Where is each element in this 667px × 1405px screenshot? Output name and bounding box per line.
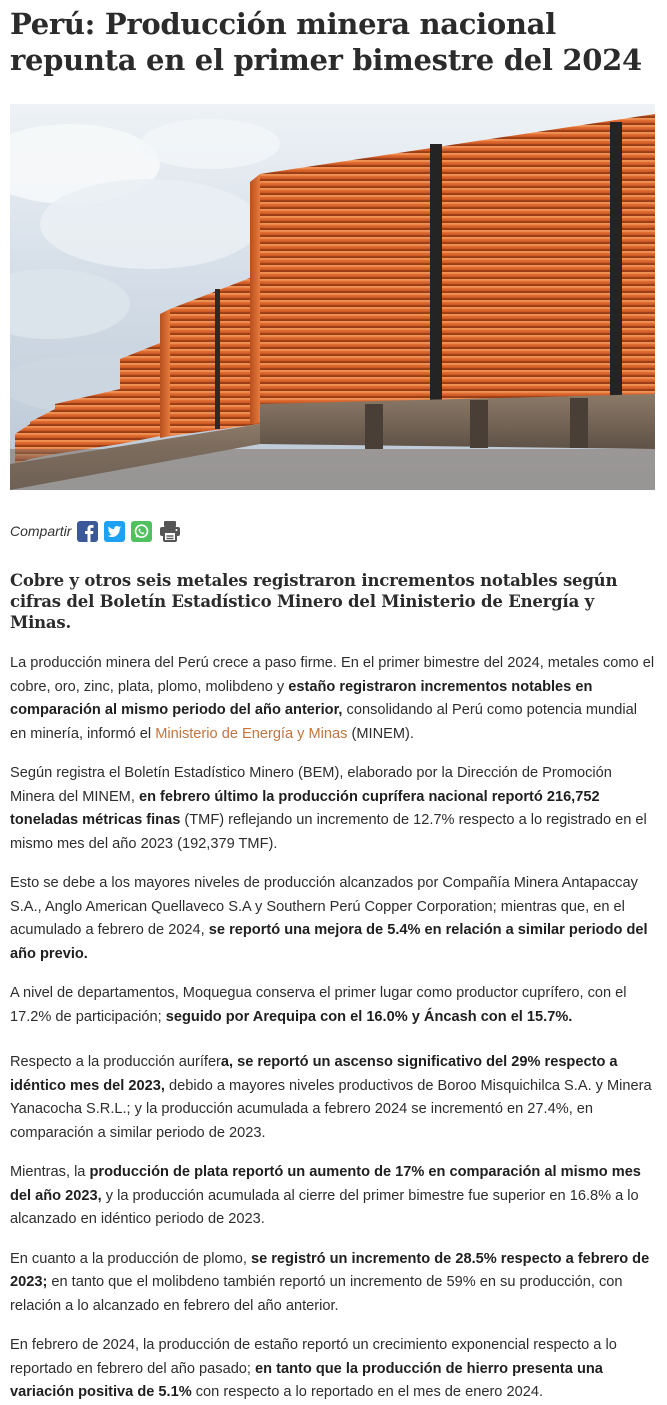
- paragraph-7: [10, 1248, 657, 1319]
- bold-text: producción de plata reportó un aumento de 17% en comparación al mismo mes del año 2023,: [10, 1164, 641, 1204]
- bold-text: seguido por Arequipa con el 16.0% y Áncash con el 15.7%.: [165, 1008, 573, 1025]
- text: y la producción acumulada al cierre del primer bimestre fue superior en 16.8% a lo alcanzado en idéntico periodo de 2023.: [10, 1187, 639, 1227]
- bold-text: estaño registraron incrementos notables en comparación al mismo periodo del año anterior,: [10, 678, 593, 718]
- text: consolidando al Perú como potencia mundial en minería, informó el: [10, 702, 637, 742]
- bold-text: se reportó una mejora de 5.4% en relación a similar periodo del año previo.: [10, 922, 648, 962]
- text: debido a mayores niveles productivos de Boroo Misquichilca S.A. y Minera Yanacocha S.R.L.; y la producción acumulada a febrero 2024 se incrementó en 27.4%, en comparación a similar periodo de 2023.: [10, 1077, 652, 1141]
- paragraph-1: [10, 652, 657, 746]
- paragraph-4: [10, 982, 657, 1029]
- print-icon[interactable]: [158, 521, 182, 542]
- bold-text: a, se reportó un ascenso significativo del 29% respecto a idéntico mes del 2023,: [10, 1054, 618, 1094]
- twitter-icon[interactable]: [104, 521, 125, 542]
- whatsapp-icon[interactable]: [131, 521, 152, 542]
- text: La producción minera del Perú crece a paso firme. En el primer bimestre del 2024, metales como el cobre, oro, zinc, plata, plomo, molibdeno y: [10, 655, 655, 695]
- article-subtitle: Cobre y otros seis metales registraron incrementos notables según cifras del Boletín Estadístico Minero del Ministerio de Energía y Minas.: [10, 571, 618, 632]
- minem-link[interactable]: Ministerio de Energía y Minas: [155, 725, 348, 742]
- text: A nivel de departamentos, Moquegua conserva el primer lugar como productor cuprífero, con el 17.2% de participación;: [10, 985, 627, 1025]
- share-bar: [10, 518, 657, 544]
- facebook-icon[interactable]: [77, 521, 98, 542]
- paragraph-8: [10, 1334, 657, 1405]
- article-title: Perú: Producción minera nacional repunta en el primer bimestre del 2024: [10, 7, 642, 77]
- text: Según registra el Boletín Estadístico Minero (BEM), elaborado por la Dirección de Promoción Minera del MINEM,: [10, 765, 612, 805]
- text: Mientras, la: [10, 1164, 90, 1180]
- bold-text: en febrero último la producción cuprífera nacional reportó 216,752 toneladas métricas finas: [10, 788, 600, 828]
- bold-text: en tanto que la producción de hierro presenta una variación positiva de 5.1%: [10, 1360, 603, 1400]
- text: en tanto que el molibdeno también reportó un incremento de 59% en su producción, con relación a lo alcanzado en febrero del año anterior.: [10, 1274, 623, 1314]
- paragraph-5: [10, 1051, 657, 1145]
- text: En cuanto a la producción de plomo,: [10, 1250, 251, 1267]
- text: Esto se debe a los mayores niveles de producción alcanzados por Compañía Minera Antapaccay S.A., Anglo American Quellaveco S.A y Southern Perú Copper Corporation; mientras que, en el acumulado a febrero de 2024,: [10, 875, 638, 938]
- copper-cathodes-illustration: [10, 104, 655, 490]
- hero-image-copper-cathodes: [10, 104, 655, 490]
- text: Respecto a la producción aurífer: [10, 1054, 221, 1070]
- share-label: Compartir: [10, 523, 72, 539]
- paragraph-3: [10, 872, 657, 966]
- text: (TMF) reflejando un incremento de 12.7% respecto a lo registrado en el mismo mes del año 2023 (192,379 TMF).: [10, 812, 647, 852]
- text: con respecto a lo reportado en el mes de enero 2024.: [191, 1384, 543, 1400]
- bold-text: se registró un incremento de 28.5% respecto a febrero de 2023;: [10, 1250, 650, 1290]
- text: En febrero de 2024, la producción de estaño reportó un crecimiento exponencial respecto a lo reportado en febrero del año pasado;: [10, 1337, 617, 1377]
- paragraph-6: [10, 1161, 657, 1232]
- text: (MINEM).: [347, 725, 414, 742]
- paragraph-2: [10, 762, 657, 856]
